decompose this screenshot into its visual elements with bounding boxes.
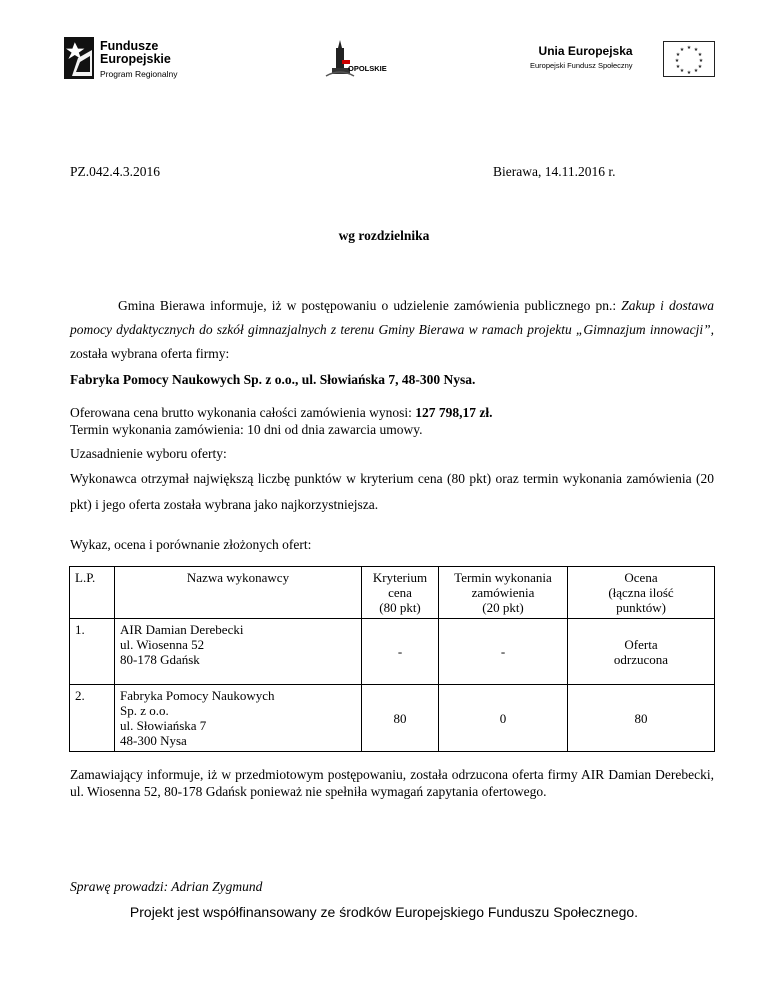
fe-logo-line3: Program Regionalny (100, 69, 178, 79)
term-line: Termin wykonania zamówienia: 10 dni od dnia zawarcia umowy. (70, 422, 423, 437)
svg-text:★: ★ (674, 58, 680, 64)
price-label: Oferowana cena brutto wykonania całości zamówienia wynosi: (70, 405, 416, 420)
header-price-line: (80 pkt) (379, 600, 421, 615)
svg-text:★: ★ (675, 64, 681, 70)
addressee: wg rozdzielnika (338, 228, 430, 243)
price-line (70, 404, 714, 421)
contact-person: Sprawę prowadzi: Adrian Zygmund (70, 879, 263, 894)
row-name-line: ul. Słowiańska 7 (120, 718, 207, 733)
intro-paragraph (70, 294, 714, 366)
reference-number: PZ.042.4.3.2016 (70, 164, 161, 179)
row-name (115, 619, 362, 685)
header-score-line: (łączna ilość (608, 585, 674, 600)
row-lp: 2. (70, 685, 115, 752)
header-score-line: Ocena (624, 570, 658, 585)
row-lp: 1. (70, 619, 115, 685)
winning-company: Fabryka Pomocy Naukowych Sp. z o.o., ul. Słowiańska 7, 48-300 Nysa. (70, 372, 476, 387)
row-name-line: Sp. z o.o. (120, 703, 169, 718)
row-price: 80 (362, 685, 439, 752)
header-price-line: Kryterium (372, 570, 428, 585)
table-row (70, 685, 715, 752)
place-and-date: Bierawa, 14.11.2016 r. (493, 164, 616, 179)
table-header-row (70, 567, 715, 619)
row-name-line: AIR Damian Derebecki (120, 622, 244, 637)
opolskie-logo-text: OPOLSKIE (348, 64, 387, 73)
svg-text:★: ★ (686, 70, 692, 76)
svg-text:★: ★ (693, 68, 699, 74)
justification-title: Uzasadnienie wyboru oferty: (70, 446, 227, 461)
ue-logo-line1: Unia Europejska (538, 44, 633, 58)
conclusion-paragraph: Zamawiający informuje, iż w przedmiotowym postępowaniu, została odrzucona oferta firmy AIR Damian Derebecki, ul. Wiosenna 52, 80-178 Gdańsk ponieważ nie spełniła wymagań zapytania ofertowego. (70, 767, 714, 799)
header-name: Nazwa wykonawcy (115, 567, 362, 619)
row-name-line: ul. Wiosenna 52 (120, 637, 205, 652)
fe-logo-line1: Fundusze (100, 39, 159, 53)
row-name-line: Fabryka Pomocy Naukowych (120, 688, 275, 703)
svg-text:★: ★ (698, 58, 704, 64)
header-term-line: Termin wykonania (454, 570, 552, 585)
intro-text-a: Gmina Bierawa informuje, iż w postępowaniu o udzielenie zamówienia publicznego pn.: (118, 298, 622, 313)
header-term-line: (20 pkt) (482, 600, 524, 615)
row-price: - (362, 619, 439, 685)
opolskie-tower-icon (320, 38, 400, 82)
price-value: 127 798,17 zł. (415, 405, 493, 420)
svg-text:★: ★ (697, 64, 703, 70)
row-name-line: 80-178 Gdańsk (120, 652, 200, 667)
header-score-line: punktów) (616, 600, 666, 615)
row-name (115, 685, 362, 752)
row-name-line: 48-300 Nysa (120, 733, 187, 748)
intro-text-b: została wybrana oferta firmy: (70, 346, 230, 361)
intro-italic-title: Zakup i dostawa pomocy dydaktycznych do szkół gimnazjalnych z terenu Gminy Bierawa w ramach projektu „Gimnazjum innowacji”, (70, 298, 714, 337)
row-score (568, 619, 715, 685)
offers-table (69, 566, 715, 752)
header-price (362, 567, 439, 619)
row-term: - (439, 619, 568, 685)
header-term (439, 567, 568, 619)
svg-text:★: ★ (679, 68, 685, 74)
header-term-line: zamówienia (471, 585, 535, 600)
eu-flag-icon (663, 41, 715, 77)
justification-text: Wykonawca otrzymał największą liczbę punktów w kryterium cena (80 pkt) oraz termin wykonania zamówienia (20 pkt) i jego oferta została wybrana jako najkorzystniejsza. (70, 471, 714, 512)
project-cofinancing-note: Projekt jest współfinansowany ze środków Europejskiego Funduszu Społecznego. (129, 904, 639, 920)
svg-text:★: ★ (675, 52, 681, 58)
row-score: 80 (568, 685, 715, 752)
svg-text:★: ★ (697, 52, 703, 58)
svg-text:★: ★ (679, 47, 685, 53)
header-lp: L.P. (70, 567, 115, 619)
unia-europejska-logo (530, 44, 633, 70)
row-score-line: Oferta (624, 636, 658, 652)
offers-list-title: Wykaz, ocena i porównanie złożonych ofert: (70, 537, 312, 552)
ue-logo-line2: Europejski Fundusz Społeczny (530, 61, 633, 70)
svg-text:★: ★ (686, 45, 692, 51)
row-score-line: odrzucona (613, 651, 669, 667)
row-term: 0 (439, 685, 568, 752)
header-price-line: cena (388, 585, 412, 600)
table-row (70, 619, 715, 685)
fe-logo-line2: Europejskie (100, 52, 171, 66)
fundusze-europejskie-logo (100, 40, 177, 81)
svg-text:★: ★ (693, 47, 699, 53)
header-score (568, 567, 715, 619)
